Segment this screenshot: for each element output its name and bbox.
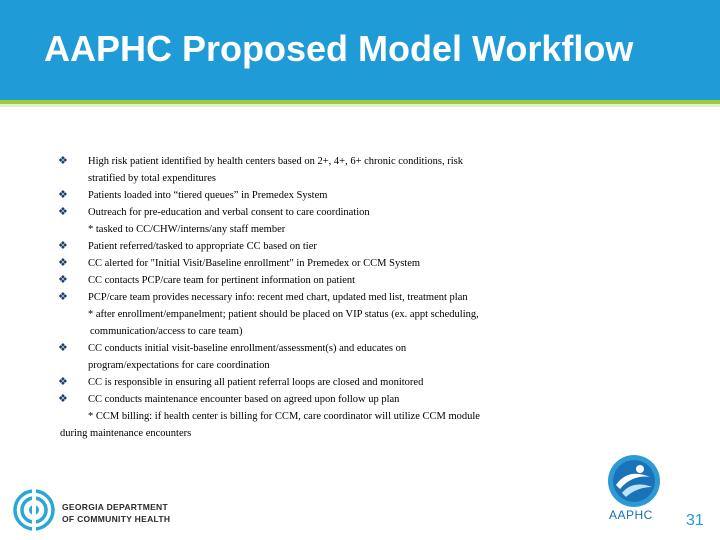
- bullet-icon: ❖: [58, 274, 68, 286]
- line-text: CC conducts maintenance encounter based on agreed upon follow up plan: [88, 394, 400, 405]
- aaphc-label: AAPHC: [609, 508, 653, 522]
- bullet-icon: ❖: [58, 393, 68, 405]
- bullet-item: [60, 391, 580, 408]
- page-number: 31: [686, 512, 704, 529]
- slide-title: AAPHC Proposed Model Workflow: [44, 28, 634, 69]
- bullet-icon: ❖: [58, 206, 68, 218]
- line-text: program/expectations for care coordination: [88, 360, 270, 371]
- bullet-item: [60, 187, 580, 204]
- bullet-icon: ❖: [58, 189, 68, 201]
- bullet-item: [60, 340, 580, 357]
- dch-logo-icon: [12, 488, 56, 532]
- text-line: [60, 408, 580, 425]
- bullet-icon: ❖: [58, 376, 68, 388]
- line-text: High risk patient identified by health centers based on 2+, 4+, 6+ chronic conditions, risk: [88, 156, 463, 167]
- line-text: stratified by total expenditures: [88, 173, 217, 184]
- line-text: communication/access to care team): [90, 326, 243, 337]
- line-text: * after enrollment/empanelment; patient should be placed on VIP status (ex. appt scheduling,: [88, 309, 479, 320]
- line-text: CC contacts PCP/care team for pertinent information on patient: [88, 275, 356, 286]
- line-text: Patient referred/tasked to appropriate CC based on tier: [88, 241, 317, 252]
- line-text: CC conducts initial visit-baseline enrollment/assessment(s) and educates on: [88, 343, 407, 354]
- bullet-icon: ❖: [58, 342, 68, 354]
- text-line: [60, 221, 580, 238]
- text-line: [60, 425, 580, 442]
- line-text: during maintenance encounters: [60, 428, 192, 439]
- line-text: PCP/care team provides necessary info: recent med chart, updated med list, treatment plan: [88, 292, 468, 303]
- line-text: CC alerted for "Initial Visit/Baseline enrollment" in Premedex or CCM System: [88, 258, 421, 269]
- title-bar: [0, 0, 720, 100]
- text-line: [60, 323, 580, 340]
- bullet-item: [60, 289, 580, 306]
- line-text: * CCM billing: if health center is billing for CCM, care coordinator will utilize CCM module: [88, 411, 480, 422]
- bullet-icon: ❖: [58, 155, 68, 167]
- line-text: Patients loaded into “tiered queues” in Premedex System: [88, 190, 328, 201]
- bullet-icon: ❖: [58, 291, 68, 303]
- dch-name-line2: OF COMMUNITY HEALTH: [62, 514, 171, 524]
- bullet-icon: ❖: [58, 240, 68, 252]
- bullet-item: [60, 238, 580, 255]
- title-underline-light: [0, 104, 720, 107]
- text-line: [60, 306, 580, 323]
- bullet-item: [60, 255, 580, 272]
- bullet-item: [60, 272, 580, 289]
- bullet-icon: ❖: [58, 257, 68, 269]
- workflow-text: [60, 153, 580, 442]
- dch-name-line1: GEORGIA DEPARTMENT: [62, 502, 168, 512]
- line-text: Outreach for pre-education and verbal consent to care coordination: [88, 207, 370, 218]
- bullet-item: [60, 374, 580, 391]
- bullet-item: [60, 204, 580, 221]
- text-line: [60, 170, 580, 187]
- bullet-item: [60, 153, 580, 170]
- line-text: * tasked to CC/CHW/interns/any staff member: [88, 224, 286, 235]
- aaphc-logo-icon: [606, 453, 662, 509]
- line-text: CC is responsible in ensuring all patient referral loops are closed and monitored: [88, 377, 424, 388]
- text-line: [60, 357, 580, 374]
